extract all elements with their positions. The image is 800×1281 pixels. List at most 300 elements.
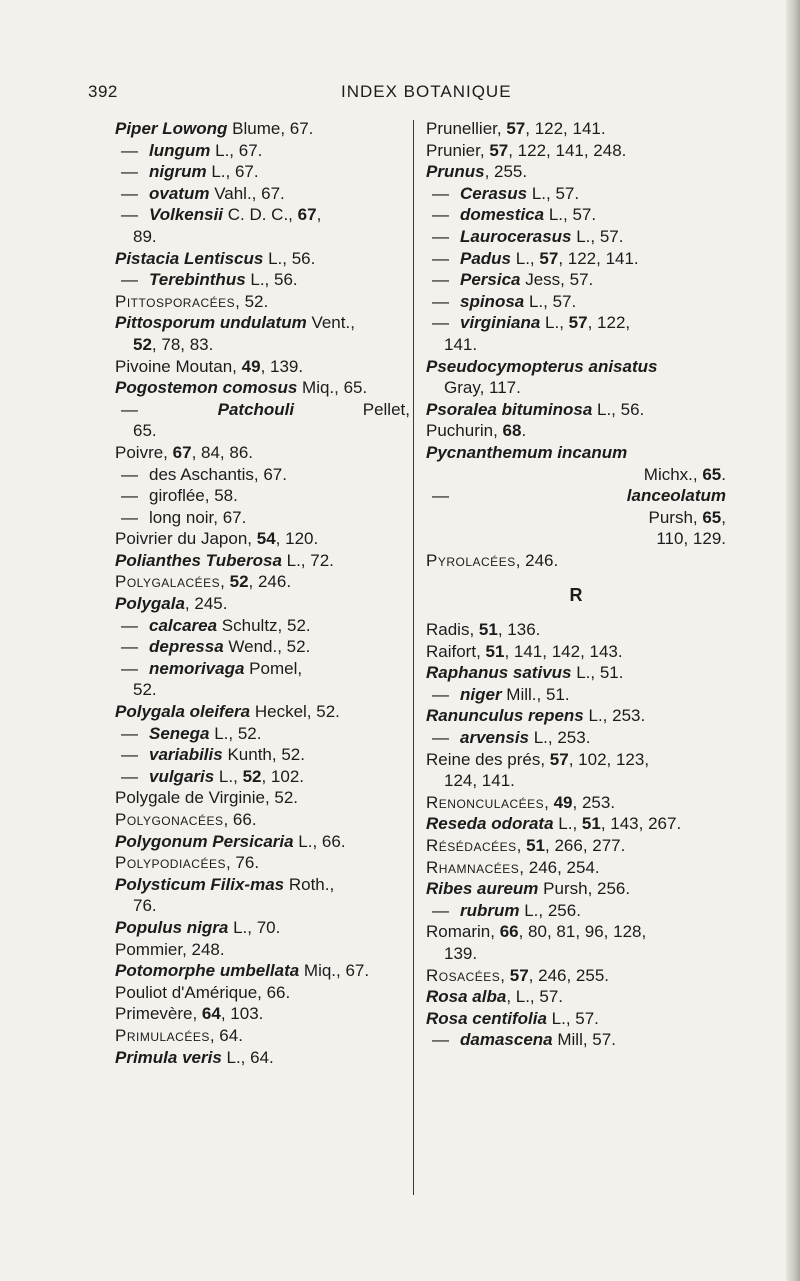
sub-entry-dash: —	[432, 205, 449, 225]
entry-text: Pittosporacées	[115, 291, 236, 311]
entry-text: damascena	[460, 1030, 553, 1050]
index-entry	[426, 770, 726, 792]
entry-text: Ribes aureum	[426, 879, 539, 899]
index-entry	[115, 204, 410, 226]
entry-text: 52.	[133, 680, 157, 700]
entry-text: Vahl., 67.	[209, 183, 285, 203]
index-entry	[115, 917, 410, 939]
index-entry	[426, 291, 726, 313]
entry-text: L.,	[540, 313, 569, 333]
entry-text: , 64.	[209, 1025, 243, 1045]
entry-text: L.,	[511, 248, 540, 268]
entry-text: L., 57.	[571, 226, 624, 246]
sub-entry-dash: —	[432, 248, 449, 268]
entry-text: Laurocerasus	[460, 226, 572, 246]
entry-text: des Aschantis, 67.	[149, 464, 287, 484]
entry-text: arvensis	[460, 728, 529, 748]
index-entry	[115, 485, 410, 507]
index-entry	[115, 464, 410, 486]
entry-text: 57	[506, 119, 526, 138]
entry-text: Persica	[460, 270, 521, 290]
index-entry	[426, 965, 726, 987]
index-entry	[115, 312, 410, 334]
entry-text: L., 57.	[546, 1008, 599, 1028]
entry-text: L., 66.	[293, 831, 346, 851]
entry-text: Senega	[149, 723, 210, 743]
entry-text: Gray, 117.	[444, 378, 521, 398]
entry-text: rubrum	[460, 900, 520, 920]
index-entry	[115, 1047, 410, 1069]
entry-text: 141.	[444, 334, 478, 354]
index-entry	[426, 485, 726, 507]
entry-text: Résédacées	[426, 836, 517, 855]
entry-text: Polygala oleifera	[115, 702, 251, 722]
entry-text: long noir, 67.	[149, 507, 247, 527]
entry-text: Reseda odorata	[426, 814, 554, 834]
entry-text: , 136.	[497, 620, 541, 640]
entry-text: 52	[242, 766, 262, 786]
entry-text: Polygonacées	[115, 810, 224, 829]
index-entry	[426, 792, 726, 814]
entry-text: Rosa centifolia	[426, 1008, 547, 1028]
sub-entry-dash: —	[121, 140, 138, 160]
index-entry	[115, 226, 410, 248]
entry-text: , L., 57.	[506, 987, 564, 1007]
index-entry	[426, 662, 726, 684]
index-entry	[426, 464, 726, 486]
entry-text: Pistacia Lentiscus	[115, 248, 264, 268]
index-entry	[115, 982, 410, 1004]
entry-text: domestica	[460, 205, 545, 225]
entry-text: Ranunculus repens	[426, 706, 584, 726]
entry-text: Romarin,	[426, 922, 500, 942]
entry-text: Volkensii	[149, 205, 224, 225]
entry-text: Prunus	[426, 162, 485, 182]
entry-text: Poivrier du Japon,	[115, 529, 257, 549]
entry-text: L., 56.	[263, 248, 316, 268]
page-number: 392	[88, 82, 118, 101]
index-entry	[426, 334, 726, 356]
entry-text: , 246, 254.	[519, 857, 600, 877]
sub-entry-dash: —	[432, 684, 449, 704]
index-entry	[115, 399, 410, 421]
entry-text: .	[521, 421, 527, 441]
index-entry	[115, 183, 410, 205]
entry-text: giroflée, 58.	[149, 486, 238, 506]
sub-entry-dash: —	[432, 1030, 449, 1050]
sub-entry-dash: —	[432, 226, 449, 246]
entry-text: 52	[133, 334, 152, 354]
entry-text: ,	[220, 572, 230, 592]
entry-text: Cerasus	[460, 183, 528, 203]
entry-text: 66	[499, 922, 519, 942]
page-edge	[786, 0, 800, 1281]
index-entry	[426, 183, 726, 205]
entry-text: 52	[229, 572, 249, 592]
entry-text: virginiana	[460, 313, 541, 333]
entry-text: 57	[549, 749, 569, 769]
entry-text: , 246.	[515, 550, 559, 570]
entry-text: L., 70.	[228, 917, 281, 937]
index-entry	[426, 507, 726, 529]
index-entry	[115, 334, 410, 356]
sub-entry-dash: —	[121, 399, 138, 419]
entry-text: Padus	[460, 248, 512, 268]
sub-entry-dash: —	[432, 900, 449, 920]
entry-text: L.,	[214, 766, 243, 786]
entry-text: ,	[500, 965, 510, 985]
entry-text: 49	[241, 356, 261, 376]
index-entry	[426, 356, 726, 378]
entry-text: 57	[509, 965, 529, 985]
entry-text: Rhamnacées	[426, 857, 520, 877]
index-entry	[115, 161, 410, 183]
entry-text: 57	[568, 313, 588, 333]
entry-text: Patchouli	[217, 399, 295, 419]
index-entry	[426, 641, 726, 663]
entry-text: 57	[539, 248, 559, 268]
entry-text: 65.	[133, 421, 157, 441]
sub-entry-dash: —	[121, 183, 138, 203]
entry-text: , 66.	[223, 810, 257, 829]
index-entry	[115, 895, 410, 917]
entry-text: L., 51.	[571, 663, 624, 683]
index-entry	[115, 615, 410, 637]
entry-text: Potomorphe umbellata	[115, 961, 300, 981]
entry-text: 89.	[133, 226, 157, 246]
entry-text: calcarea	[149, 615, 218, 635]
sub-entry-dash: —	[121, 162, 138, 182]
entry-text: Lowong	[162, 119, 228, 138]
entry-text: C. D. C.,	[223, 205, 298, 225]
entry-text: L., 57.	[524, 291, 577, 311]
entry-text: Polianthes Tuberosa	[115, 550, 282, 570]
entry-text: Pittosporum undulatum	[115, 313, 307, 333]
entry-text: Prunellier,	[426, 119, 507, 138]
sub-entry-dash: —	[432, 270, 449, 290]
entry-text: Pursh,	[648, 507, 703, 527]
entry-text: L., 56.	[245, 270, 298, 290]
sub-entry-dash: —	[432, 486, 449, 506]
entry-text: Polygalacées	[115, 572, 221, 592]
index-entry	[115, 420, 410, 442]
index-entry	[426, 269, 726, 291]
entry-text: Polygonum Persicaria	[115, 831, 294, 851]
entry-text: ,	[516, 836, 527, 855]
entry-text: niger	[460, 684, 502, 704]
entry-text: Prunier,	[426, 140, 490, 160]
entry-text: Heckel, 52.	[250, 702, 340, 722]
entry-text: Pommier, 248.	[115, 939, 225, 959]
entry-text: , 122, 141.	[525, 119, 606, 138]
entry-text: 51	[526, 836, 546, 855]
sub-entry-dash: —	[121, 270, 138, 290]
entry-text: , 245.	[184, 594, 228, 614]
entry-text: , 266, 277.	[545, 836, 626, 855]
entry-text: L., 57.	[544, 205, 597, 225]
index-entry	[426, 727, 726, 749]
sub-entry-dash: —	[121, 766, 138, 786]
index-entry	[115, 269, 410, 291]
index-entry	[426, 442, 726, 464]
index-entry	[426, 528, 726, 550]
index-column-right	[426, 118, 726, 1051]
index-entry	[115, 766, 410, 788]
entry-text: , 253.	[572, 792, 616, 812]
entry-text: depressa	[149, 637, 224, 657]
entry-text: Populus nigra	[115, 917, 229, 937]
entry-text: nemorivaga	[149, 658, 245, 678]
entry-text: , 103.	[220, 1004, 264, 1024]
sub-entry-dash: —	[121, 486, 138, 506]
entry-text: Pseudocymopterus	[426, 356, 584, 376]
section-letter	[426, 585, 726, 607]
entry-text: 124, 141.	[444, 771, 515, 791]
entry-text: Polypodiacées	[115, 853, 226, 873]
entry-text: Polysticum Filix-mas	[115, 874, 285, 894]
entry-text: Reine des prés,	[426, 749, 550, 769]
entry-text: Vent.,	[306, 313, 355, 333]
running-title: INDEX BOTANIQUE	[341, 82, 512, 101]
entry-text: Puchurin,	[426, 421, 503, 441]
index-entry	[115, 140, 410, 162]
entry-text: Pycnanthemum incanum	[426, 442, 628, 462]
entry-text: L.,	[553, 814, 582, 834]
index-entry	[115, 939, 410, 961]
entry-text: Polygale de Virginie, 52.	[115, 788, 299, 808]
entry-text: .	[721, 464, 726, 484]
entry-text: 110, 129.	[656, 529, 726, 549]
entry-text: , 52.	[235, 291, 269, 311]
entry-text: Poivre,	[115, 442, 173, 462]
entry-text: , 120.	[275, 529, 319, 549]
index-entry	[115, 571, 410, 593]
index-entry	[115, 787, 410, 809]
entry-text: , 122,	[587, 313, 631, 333]
sub-entry-dash: —	[121, 615, 138, 635]
entry-text: Renonculacées	[426, 792, 545, 812]
index-entry	[426, 857, 726, 879]
index-entry	[115, 636, 410, 658]
index-entry	[115, 442, 410, 464]
index-entry	[426, 986, 726, 1008]
index-entry	[115, 744, 410, 766]
entry-text: 49	[553, 792, 573, 812]
entry-text: L., 57.	[527, 183, 580, 203]
entry-text: Mill., 51.	[501, 684, 570, 704]
sub-entry-dash: —	[121, 205, 138, 225]
index-entry	[426, 921, 726, 943]
index-entry	[115, 960, 410, 982]
entry-text: , 122, 141, 248.	[508, 140, 627, 160]
entry-text: Rosa alba	[426, 987, 507, 1007]
entry-text: , 139.	[260, 356, 304, 376]
entry-text: 51	[581, 814, 601, 834]
index-entry	[426, 813, 726, 835]
entry-text: nigrum	[149, 162, 207, 182]
entry-text: Pomel,	[244, 658, 303, 678]
index-entry	[426, 550, 726, 572]
entry-text: L., 256.	[519, 900, 581, 920]
entry-text: spinosa	[460, 291, 525, 311]
entry-text: Pyrolacées	[426, 550, 516, 570]
entry-text: 65	[702, 464, 722, 484]
entry-text: Pivoine Moutan,	[115, 356, 242, 376]
entry-text: Schultz, 52.	[217, 615, 311, 635]
index-entry	[426, 420, 726, 442]
index-entry	[426, 140, 726, 162]
index-entry	[115, 809, 410, 831]
entry-text: , 84, 86.	[191, 442, 253, 462]
index-entry	[115, 593, 410, 615]
index-entry	[426, 204, 726, 226]
index-entry	[426, 943, 726, 965]
index-entry	[426, 900, 726, 922]
entry-text: Michx.,	[643, 464, 703, 484]
entry-text: , 246, 255.	[528, 965, 610, 985]
entry-text: Miq., 67.	[299, 961, 370, 981]
entry-text: R	[569, 585, 583, 606]
index-entry	[426, 749, 726, 771]
sub-entry-dash: —	[121, 723, 138, 743]
entry-text: L., 67.	[210, 140, 263, 160]
entry-text: Terebinthus	[149, 270, 246, 290]
entry-text: , 78, 83.	[151, 334, 214, 354]
entry-text: Mill, 57.	[552, 1030, 616, 1050]
entry-text: ,	[721, 507, 726, 527]
index-entry	[426, 1029, 726, 1051]
index-entry	[426, 248, 726, 270]
entry-text: 64	[201, 1004, 221, 1024]
entry-text: Kunth, 52.	[222, 745, 305, 765]
index-entry	[115, 723, 410, 745]
entry-text: L., 253.	[583, 706, 646, 726]
entry-text: 139.	[444, 943, 478, 963]
entry-text: , 255.	[484, 162, 528, 182]
entry-text: 65	[702, 507, 722, 527]
index-entry	[115, 831, 410, 853]
entry-text: L., 67.	[206, 162, 259, 182]
index-entry	[115, 852, 410, 874]
entry-text: Radis,	[426, 620, 479, 640]
entry-text: variabilis	[149, 745, 223, 765]
entry-text: , 246.	[248, 572, 292, 592]
index-entry	[115, 248, 410, 270]
entry-text: , 141, 142, 143.	[504, 641, 623, 661]
index-column-left	[115, 118, 410, 1068]
entry-text: ,	[316, 205, 322, 225]
entry-text: Raphanus sativus	[426, 663, 572, 683]
entry-text: , 122, 141.	[558, 248, 639, 268]
index-entry	[115, 679, 410, 701]
index-entry	[115, 507, 410, 529]
entry-text: 76.	[133, 896, 157, 916]
entry-text: Pursh, 256.	[538, 879, 631, 899]
entry-text: L., 64.	[221, 1047, 274, 1067]
column-divider	[413, 120, 414, 1195]
sub-entry-dash: —	[432, 183, 449, 203]
index-entry	[426, 878, 726, 900]
entry-text: Roth.,	[284, 874, 335, 894]
index-entry	[115, 1003, 410, 1025]
sub-entry-dash: —	[121, 507, 138, 527]
entry-text: Blume, 67.	[227, 119, 314, 138]
index-entry	[426, 684, 726, 706]
entry-text: 54	[256, 529, 276, 549]
index-entry	[426, 1008, 726, 1030]
sub-entry-dash: —	[432, 291, 449, 311]
index-entry	[115, 1025, 410, 1047]
index-entry	[115, 658, 410, 680]
index-entry	[426, 118, 726, 140]
entry-text: , 76.	[225, 853, 260, 873]
index-entry	[426, 835, 726, 857]
sub-entry-dash: —	[121, 658, 138, 678]
entry-text: 68	[502, 421, 522, 441]
entry-text: lungum	[149, 140, 211, 160]
entry-text: 57	[489, 140, 509, 160]
entry-text: 51	[478, 620, 498, 640]
entry-text: Pogostemon comosus	[115, 378, 298, 398]
entry-text: L., 72.	[281, 550, 334, 570]
entry-text: Piper	[115, 119, 163, 138]
entry-text: Pellet,	[362, 399, 410, 419]
index-entry	[426, 312, 726, 334]
entry-text: ovatum	[149, 183, 210, 203]
index-entry	[426, 226, 726, 248]
entry-text: Psoralea bituminosa	[426, 399, 593, 419]
entry-text: 67	[297, 205, 317, 225]
index-entry	[115, 356, 410, 378]
index-entry	[115, 118, 410, 140]
sub-entry-dash: —	[432, 313, 449, 333]
entry-text: Primulacées	[115, 1025, 210, 1045]
entry-text: Pouliot d'Amérique, 66.	[115, 982, 291, 1002]
entry-text: ,	[544, 792, 554, 812]
index-entry	[115, 291, 410, 313]
entry-text: lanceolatum	[626, 486, 726, 506]
sub-entry-dash: —	[121, 745, 138, 765]
index-entry	[115, 377, 410, 399]
entry-text: , 102, 123,	[568, 749, 650, 769]
entry-text: 67	[172, 442, 192, 462]
index-entry	[426, 705, 726, 727]
index-entry	[426, 619, 726, 641]
entry-text: Miq., 65.	[297, 378, 368, 398]
entry-text: vulgaris	[149, 766, 215, 786]
entry-text: L., 253.	[529, 728, 591, 748]
entry-text: , 80, 81, 96, 128,	[518, 922, 647, 942]
entry-text: L., 52.	[209, 723, 262, 743]
entry-text: Raifort,	[426, 641, 486, 661]
sub-entry-dash: —	[432, 728, 449, 748]
index-entry	[426, 161, 726, 183]
entry-text: Jess, 57.	[520, 270, 594, 290]
entry-text: Primula veris	[115, 1047, 222, 1067]
entry-text: L., 56.	[592, 399, 645, 419]
entry-text: 51	[485, 641, 505, 661]
entry-text: Primevère,	[115, 1004, 202, 1024]
index-entry	[426, 399, 726, 421]
sub-entry-dash: —	[121, 637, 138, 657]
entry-text: Wend., 52.	[223, 637, 311, 657]
index-entry	[115, 874, 410, 896]
entry-text: anisatus	[588, 356, 658, 376]
index-entry	[426, 377, 726, 399]
entry-text: , 143, 267.	[600, 814, 682, 834]
sub-entry-dash: —	[121, 464, 138, 484]
entry-text: Rosacées	[426, 965, 501, 985]
